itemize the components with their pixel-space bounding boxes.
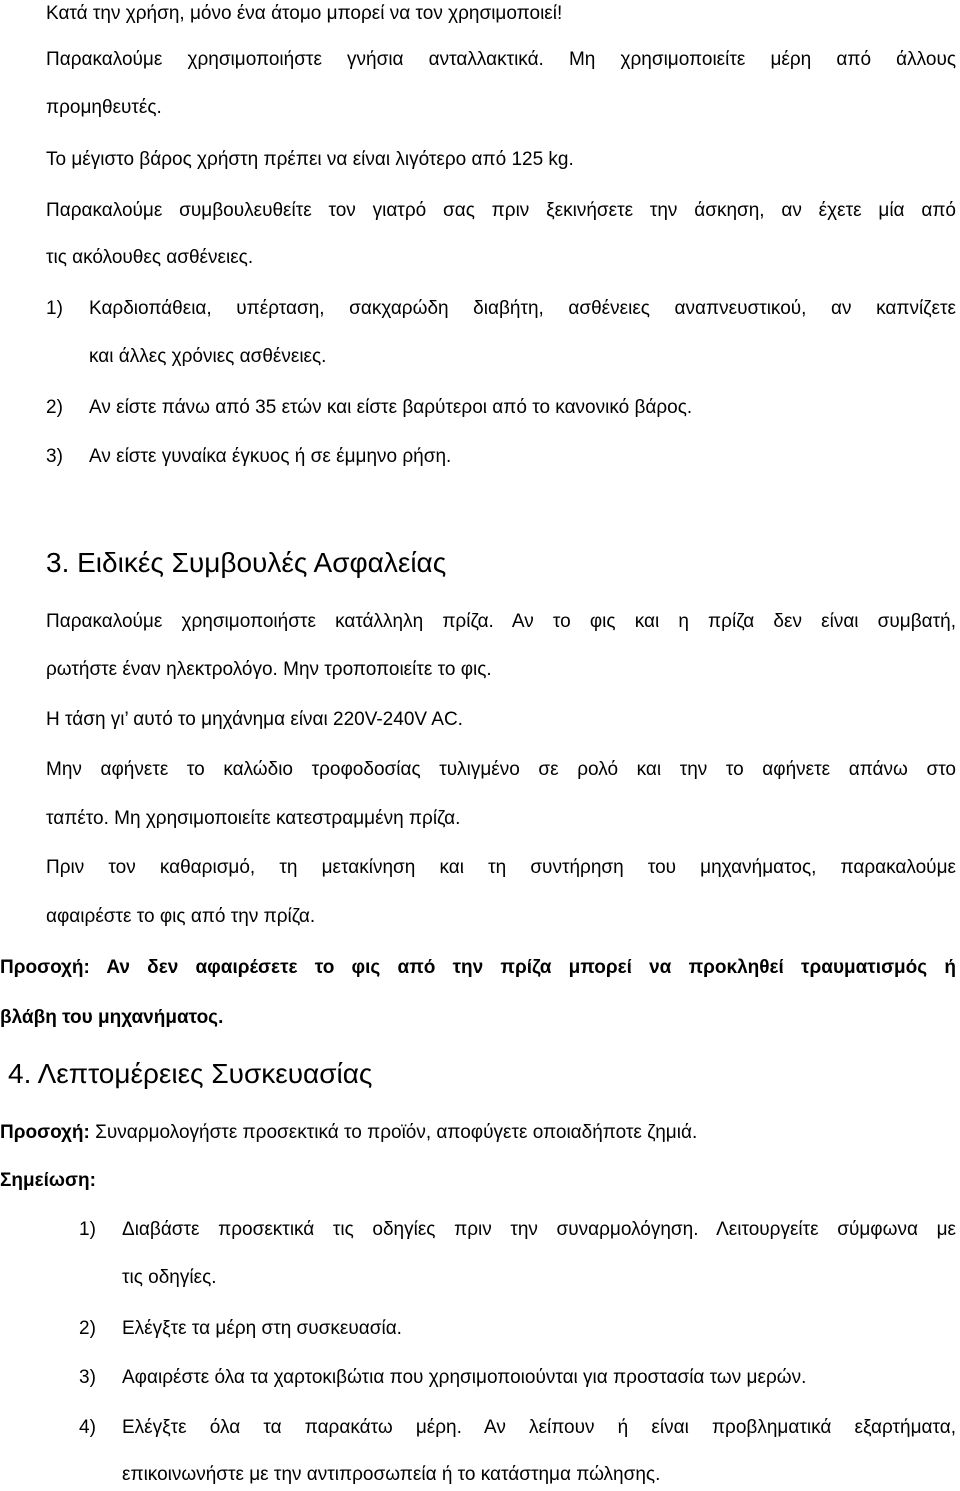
list-item-text: Ελέγξτε τα μέρη στη συσκευασία. xyxy=(122,1318,402,1339)
caution-label: Προσοχή: xyxy=(0,1122,90,1143)
list-item-text: Αν είστε πάνω από 35 ετών και είστε βαρύτεροι από το κανονικό βάρος. xyxy=(89,397,693,418)
list-item-number: 2) xyxy=(46,397,63,418)
intro-line-consult-doctor: Παρακαλούμε συμβουλευθείτε τον γιατρό σας πριν ξεκινήσετε την άσκηση, αν έχετε μία από xyxy=(46,200,956,221)
section-3-cable-line: Μην αφήνετε το καλώδιο τροφοδοσίας τυλιγμένο σε ρολό και την το αφήνετε απάνω στο xyxy=(46,759,956,780)
list-item-number: 1) xyxy=(46,298,63,319)
list-item-number: 3) xyxy=(79,1367,96,1388)
list-item-text: τις οδηγίες. xyxy=(122,1267,217,1288)
section-3-warning: βλάβη του μηχανήματος. xyxy=(0,1007,224,1028)
section-4-caution xyxy=(0,1121,697,1145)
list-item-number: 4) xyxy=(79,1417,96,1438)
list-item-text: και άλλες χρόνιες ασθένειες. xyxy=(89,346,327,367)
section-3-voltage: Η τάση γι’ αυτό το μηχάνημα είναι 220V-240V AC. xyxy=(46,709,463,730)
intro-line-genuine-parts: Παρακαλούμε χρησιμοποιήστε γνήσια ανταλλακτικά. Μη χρησιμοποιείτε μέρη από άλλους xyxy=(46,49,956,70)
list-item-text: Ελέγξτε όλα τα παρακάτω μέρη. Αν λείπουν ή είναι προβληματικά εξαρτήματα, xyxy=(122,1417,956,1438)
list-item-number: 2) xyxy=(79,1318,96,1339)
section-3-cleaning-line: Πριν τον καθαρισμό, τη μετακίνηση και τη συντήρηση του μηχανήματος, παρακαλούμε xyxy=(46,857,956,878)
list-item-text: Καρδιοπάθεια, υπέρταση, σακχαρώδη διαβήτη, ασθένειες αναπνευστικού, αν καπνίζετε xyxy=(89,298,956,319)
section-3-warning: Προσοχή: Αν δεν αφαιρέσετε το φις από την πρίζα μπορεί να προκληθεί τραυματισμός ή xyxy=(0,957,956,978)
section-3-cable-line: ταπέτο. Μη χρησιμοποιείτε κατεστραμμένη πρίζα. xyxy=(46,808,461,829)
intro-line-conditions: τις ακόλουθες ασθένειες. xyxy=(46,247,254,268)
list-item-text: Αφαιρέστε όλα τα χαρτοκιβώτια που χρησιμοποιούνται για προστασία των μερών. xyxy=(122,1367,807,1388)
section-3-cleaning-line: αφαιρέστε το φις από την πρίζα. xyxy=(46,906,316,927)
section-4-title: 4. Λεπτομέρειες Συσκευασίας xyxy=(8,1058,373,1089)
section-4-note-label: Σημείωση: xyxy=(0,1170,96,1191)
intro-line-max-weight: Το μέγιστο βάρος χρήστη πρέπει να είναι λιγότερο από 125 kg. xyxy=(46,149,574,170)
section-3-socket-line: ρωτήστε έναν ηλεκτρολόγο. Μην τροποποιείτε το φις. xyxy=(46,659,492,680)
section-3-title: 3. Ειδικές Συμβουλές Ασφαλείας xyxy=(46,547,447,578)
section-3-socket-line: Παρακαλούμε χρησιμοποιήστε κατάλληλη πρίζα. Αν το φις και η πρίζα δεν είναι συμβατή, xyxy=(46,611,956,632)
list-item-number: 1) xyxy=(79,1219,96,1240)
list-item-number: 3) xyxy=(46,446,63,467)
intro-line-suppliers: προμηθευτές. xyxy=(46,97,162,118)
caution-text: Συναρμολογήστε προσεκτικά το προϊόν, αποφύγετε οποιαδήποτε ζημιά. xyxy=(89,1122,698,1143)
list-item-text: Διαβάστε προσεκτικά τις οδηγίες πριν την συναρμολόγηση. Λειτουργείτε σύμφωνα με xyxy=(122,1219,956,1240)
intro-line-single-user: Κατά την χρήση, μόνο ένα άτομο μπορεί να τον χρησιμοποιεί! xyxy=(46,3,563,24)
list-item-text: Αν είστε γυναίκα έγκυος ή σε έμμηνο ρήση. xyxy=(89,446,452,467)
list-item-text: επικοινωνήστε με την αντιπροσωπεία ή το κατάστημα πώλησης. xyxy=(122,1464,661,1485)
